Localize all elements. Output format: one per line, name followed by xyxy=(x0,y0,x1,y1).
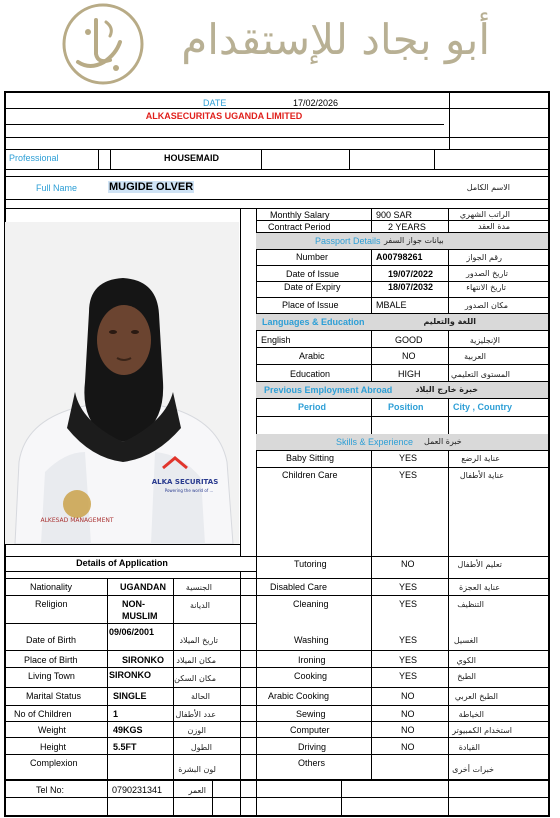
education-ar: المستوى التعليمي xyxy=(450,370,510,379)
skill-arabic-cooking-value: NO xyxy=(401,691,415,701)
period-ar: مدة العقد xyxy=(478,222,510,231)
employment-title-ar: خبرة خارج البلاد xyxy=(415,385,478,394)
height-value: 5.5FT xyxy=(113,742,137,752)
employment-col-city: City , Country xyxy=(453,402,513,412)
place-of-birth-ar: مكان الميلاد xyxy=(176,656,216,665)
skill-others-ar: خبرات أخرى xyxy=(452,765,494,774)
skill-driving-label: Driving xyxy=(298,742,327,752)
dob-label: Date of Birth xyxy=(26,635,77,645)
issue-ar: تاريخ الصدور xyxy=(466,269,508,278)
skill-children-care-label: Children Care xyxy=(282,470,338,480)
nationality-ar: الجنسية xyxy=(185,583,212,592)
weight-value: 49KGS xyxy=(113,725,143,735)
marital-status-value: SINGLE xyxy=(113,691,147,701)
skill-washing-label: Washing xyxy=(294,635,329,645)
living-town-ar: مكان السكن xyxy=(174,674,216,683)
nationality-label: Nationality xyxy=(30,582,73,592)
skill-baby-sitting-ar: عناية الرضع xyxy=(461,454,500,463)
skill-washing-value: YES xyxy=(399,635,418,645)
marital-status-label: Marital Status xyxy=(26,691,82,701)
period-label: Contract Period xyxy=(268,222,331,232)
education-label: Education xyxy=(290,369,331,379)
children-value: 1 xyxy=(113,709,119,719)
issue-label: Date of Issue xyxy=(286,269,340,279)
frame-bottom xyxy=(4,815,550,817)
skill-disabled-care-label: Disabled Care xyxy=(270,582,328,592)
lang-arabic-ar: العربية xyxy=(464,352,486,361)
skill-washing-ar: الغسيل xyxy=(453,636,478,645)
professional-value: HOUSEMAID xyxy=(164,153,220,163)
living-town-value: SIRONKO xyxy=(109,670,152,680)
professional-label: Professional xyxy=(9,153,59,163)
skill-computer-value: NO xyxy=(401,725,415,735)
skills-title: Skills & Experience xyxy=(336,437,414,447)
skill-tutoring-label: Tutoring xyxy=(294,559,327,569)
skill-ironing-ar: الكوي xyxy=(456,656,476,665)
lang-arabic-label: Arabic xyxy=(299,351,325,361)
tel-value: 0790231341 xyxy=(112,785,163,795)
religion-label: Religion xyxy=(35,599,68,609)
skill-sewing-value: NO xyxy=(401,709,415,719)
skill-ironing-value: YES xyxy=(399,655,418,665)
candidate-photo xyxy=(5,222,239,544)
issue-value: 19/07/2022 xyxy=(388,269,434,279)
lang-arabic-value: NO xyxy=(402,351,416,361)
religion-value: NON- MUSLIM xyxy=(122,599,158,621)
children-label: No of Children xyxy=(14,709,72,719)
employment-title: Previous Employment Abroad xyxy=(264,385,393,395)
skill-driving-value: NO xyxy=(401,742,415,752)
languages-title: Languages & Education xyxy=(262,317,365,327)
skill-sewing-label: Sewing xyxy=(296,709,326,719)
frame-top xyxy=(4,91,550,93)
skill-arabic-cooking-label: Arabic Cooking xyxy=(268,691,330,701)
skill-tutoring-value: NO xyxy=(401,559,415,569)
place-issue-label: Place of Issue xyxy=(282,300,339,310)
employment-col-period: Period xyxy=(298,402,327,412)
living-town-label: Living Town xyxy=(28,671,75,681)
agency-arabic-name: أبو بجاد للإستقدام xyxy=(181,15,490,64)
skill-baby-sitting-label: Baby Sitting xyxy=(286,453,335,463)
height-ar: الطول xyxy=(190,743,212,752)
tel-ar: العمر xyxy=(188,786,206,795)
agency-name: ALKASECURITAS UGANDA LIMITED xyxy=(145,111,303,121)
skill-children-care-value: YES xyxy=(399,470,418,480)
place-issue-value: MBALE xyxy=(376,300,407,310)
lang-english-ar: الإنجليزية xyxy=(469,336,500,345)
letterhead xyxy=(0,0,560,88)
complexion-ar: لون البشرة xyxy=(178,765,216,774)
skill-computer-label: Computer xyxy=(290,725,330,735)
passport-title-ar: بيانات جواز السفر xyxy=(384,236,444,245)
dob-value: 09/06/2001 xyxy=(109,627,155,637)
date-label: DATE xyxy=(203,98,227,108)
expiry-label: Date of Expiry xyxy=(284,282,341,292)
jacket-badge-text: ALKA SECURITAS xyxy=(151,478,219,486)
jacket-badge-sub: Powering the world of ... xyxy=(164,488,214,493)
lang-english-label: English xyxy=(261,335,291,345)
skill-cooking-label: Cooking xyxy=(294,671,328,681)
place-issue-ar: مكان الصدور xyxy=(464,301,508,310)
languages-title-ar: اللغة والتعليم xyxy=(423,317,476,326)
period-value: 2 YEARS xyxy=(388,222,426,232)
skill-driving-ar: القيادة xyxy=(458,743,480,752)
salary-value: 900 SAR xyxy=(376,210,413,220)
religion-ar: الديانة xyxy=(189,601,210,610)
skill-disabled-care-ar: عناية العجزة xyxy=(459,583,500,592)
nationality-value: UGANDAN xyxy=(120,582,166,592)
passport-number-ar: رقم الجواز xyxy=(466,253,502,262)
education-value: HIGH xyxy=(398,369,421,379)
skill-cooking-ar: الطبخ xyxy=(457,672,476,681)
height-label: Height xyxy=(40,742,67,752)
skill-cooking-value: YES xyxy=(399,671,418,681)
lang-english-value: GOOD xyxy=(395,335,423,345)
agency-logo xyxy=(60,2,146,86)
employment-col-position: Position xyxy=(388,402,424,412)
full-name-value: MUGIDE OLVER xyxy=(109,181,194,193)
skill-cleaning-ar: التنظيف xyxy=(457,600,484,609)
passport-number-value: A00798261 xyxy=(376,252,423,262)
skill-ironing-label: Ironing xyxy=(298,655,326,665)
weight-ar: الوزن xyxy=(187,726,206,735)
passport-title: Passport Details xyxy=(315,236,381,246)
skill-sewing-ar: الخياطة xyxy=(458,710,484,719)
salary-label: Monthly Salary xyxy=(270,210,330,220)
application-title: Details of Application xyxy=(76,558,168,568)
dob-ar: تاريخ الميلاد xyxy=(179,636,218,645)
skill-others-label: Others xyxy=(298,758,326,768)
place-of-birth-value: SIRONKO xyxy=(122,655,165,665)
expiry-value: 18/07/2032 xyxy=(388,282,434,292)
marital-status-ar: الحالة xyxy=(191,692,210,701)
skill-cleaning-label: Cleaning xyxy=(293,599,329,609)
passport-number-label: Number xyxy=(296,252,329,262)
children-ar: عدد الأطفال xyxy=(175,710,216,719)
place-of-birth-label: Place of Birth xyxy=(24,655,78,665)
full-name-ar: الاسم الكامل xyxy=(466,183,510,192)
skills-title-ar: خبرة العمل xyxy=(424,437,462,446)
frame-right xyxy=(548,91,550,817)
skill-computer-ar: استخدام الكمبيوتر xyxy=(452,726,512,735)
skill-children-care-ar: عناية الأطفال xyxy=(459,471,504,480)
jacket-logo-text: ALKESAD MANAGEMENT xyxy=(40,517,114,524)
full-name-label: Full Name xyxy=(36,183,78,193)
salary-ar: الراتب الشهري xyxy=(459,210,510,219)
expiry-ar: تاريخ الانتهاء xyxy=(466,283,506,292)
date-value: 17/02/2026 xyxy=(293,98,339,108)
complexion-label: Complexion xyxy=(30,758,78,768)
skill-disabled-care-value: YES xyxy=(399,582,418,592)
skill-tutoring-ar: تعليم الأطفال xyxy=(457,560,502,569)
skill-baby-sitting-value: YES xyxy=(399,453,418,463)
skill-cleaning-value: YES xyxy=(399,599,418,609)
skill-arabic-cooking-ar: الطبخ العربي xyxy=(454,692,498,701)
tel-label: Tel No: xyxy=(36,785,65,795)
weight-label: Weight xyxy=(38,725,66,735)
